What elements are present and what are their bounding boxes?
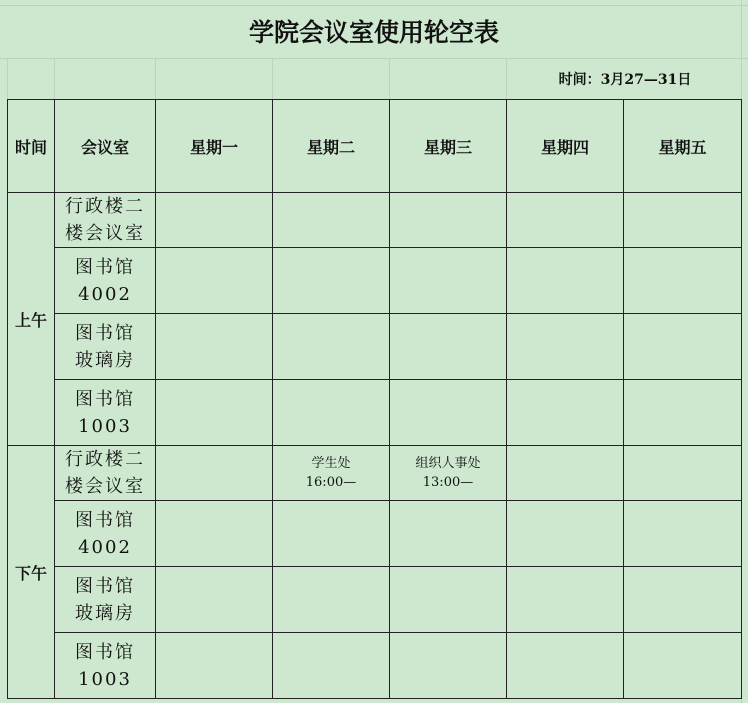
sheet-gridline [7,58,8,99]
table-row [8,501,742,567]
room-name-line: 1003 [78,415,132,437]
room-name-line: 楼会议室 [65,223,145,244]
booking-time: 16:00— [305,475,357,490]
schedule-cell[interactable] [273,193,390,248]
schedule-cell[interactable] [507,380,624,446]
schedule-cell[interactable] [390,567,507,633]
schedule-cell[interactable] [624,248,742,314]
table-row [8,380,742,446]
room-cell[interactable] [55,193,156,248]
schedule-cell[interactable] [273,501,390,567]
schedule-cell[interactable] [390,380,507,446]
room-name-line: 楼会议室 [65,476,145,497]
room-name-line: 图书馆 [75,575,135,597]
table-row [8,446,742,501]
schedule-cell[interactable] [624,567,742,633]
schedule-cell[interactable] [156,248,273,314]
schedule-cell[interactable] [273,633,390,699]
schedule-cell[interactable] [507,446,624,501]
schedule-cell[interactable] [507,248,624,314]
schedule-cell[interactable] [624,193,742,248]
room-name-line: 图书馆 [75,256,135,278]
room-name-line: 1003 [78,668,132,690]
schedule-cell[interactable] [390,314,507,380]
table-row [8,193,742,248]
sheet-gridline [155,58,156,99]
schedule-cell[interactable] [624,633,742,699]
room-name-line: 行政楼二 [65,196,145,217]
header-time-cell[interactable]: 时间 [8,100,55,193]
room-name-line: 4002 [78,283,132,305]
header-row [8,100,742,193]
schedule-cell[interactable] [273,567,390,633]
schedule-cell[interactable] [156,633,273,699]
booking-org: 组织人事处 [415,456,481,471]
room-cell[interactable] [55,380,156,446]
room-name-line: 玻璃房 [75,349,135,371]
schedule-cell[interactable] [156,380,273,446]
schedule-table [7,99,742,699]
booking-cell[interactable] [273,446,390,501]
room-name-line: 图书馆 [75,509,135,531]
schedule-cell[interactable] [273,314,390,380]
room-cell[interactable] [55,446,156,501]
schedule-cell[interactable] [273,248,390,314]
header-day-cell[interactable]: 星期三 [390,100,507,193]
schedule-cell[interactable] [624,446,742,501]
schedule-cell[interactable] [390,248,507,314]
table-row [8,248,742,314]
header-room-cell[interactable]: 会议室 [55,100,156,193]
schedule-cell[interactable] [390,633,507,699]
schedule-cell[interactable] [156,314,273,380]
room-cell[interactable] [55,248,156,314]
schedule-cell[interactable] [156,501,273,567]
schedule-cell[interactable] [624,380,742,446]
sheet-gridline [54,58,55,99]
room-cell[interactable] [55,567,156,633]
date-range-cell[interactable]: 时间：3月27—31日 [558,72,692,88]
schedule-cell[interactable] [507,314,624,380]
period-cell-morning[interactable]: 上午 [8,193,55,446]
schedule-cell[interactable] [507,193,624,248]
room-name-line: 行政楼二 [65,449,145,470]
period-cell-afternoon[interactable]: 下午 [8,446,55,699]
sheet-gridline [0,58,748,59]
schedule-cell[interactable] [156,446,273,501]
room-name-line: 图书馆 [75,641,135,663]
sheet-title[interactable]: 学院会议室使用轮空表 [248,18,499,47]
sheet-gridline [389,58,390,99]
table-row [8,633,742,699]
room-name-line: 图书馆 [75,388,135,410]
room-cell[interactable] [55,633,156,699]
schedule-cell[interactable] [507,567,624,633]
schedule-cell[interactable] [156,567,273,633]
header-day-cell[interactable]: 星期二 [273,100,390,193]
schedule-cell[interactable] [507,501,624,567]
sheet-gridline [272,58,273,99]
schedule-cell[interactable] [390,193,507,248]
header-day-cell[interactable]: 星期五 [624,100,742,193]
booking-time: 13:00— [422,475,474,490]
schedule-cell[interactable] [507,633,624,699]
header-day-cell[interactable]: 星期四 [507,100,624,193]
schedule-cell[interactable] [273,380,390,446]
header-day-cell[interactable]: 星期一 [156,100,273,193]
schedule-cell[interactable] [624,314,742,380]
schedule-cell[interactable] [390,501,507,567]
schedule-cell[interactable] [156,193,273,248]
booking-cell[interactable] [390,446,507,501]
room-name-line: 图书馆 [75,322,135,344]
schedule-cell[interactable] [624,501,742,567]
table-row [8,567,742,633]
sheet-gridline [506,58,507,99]
room-name-line: 玻璃房 [75,602,135,624]
room-cell[interactable] [55,501,156,567]
room-name-line: 4002 [78,536,132,558]
table-row [8,314,742,380]
room-cell[interactable] [55,314,156,380]
booking-org: 学生处 [311,456,351,471]
